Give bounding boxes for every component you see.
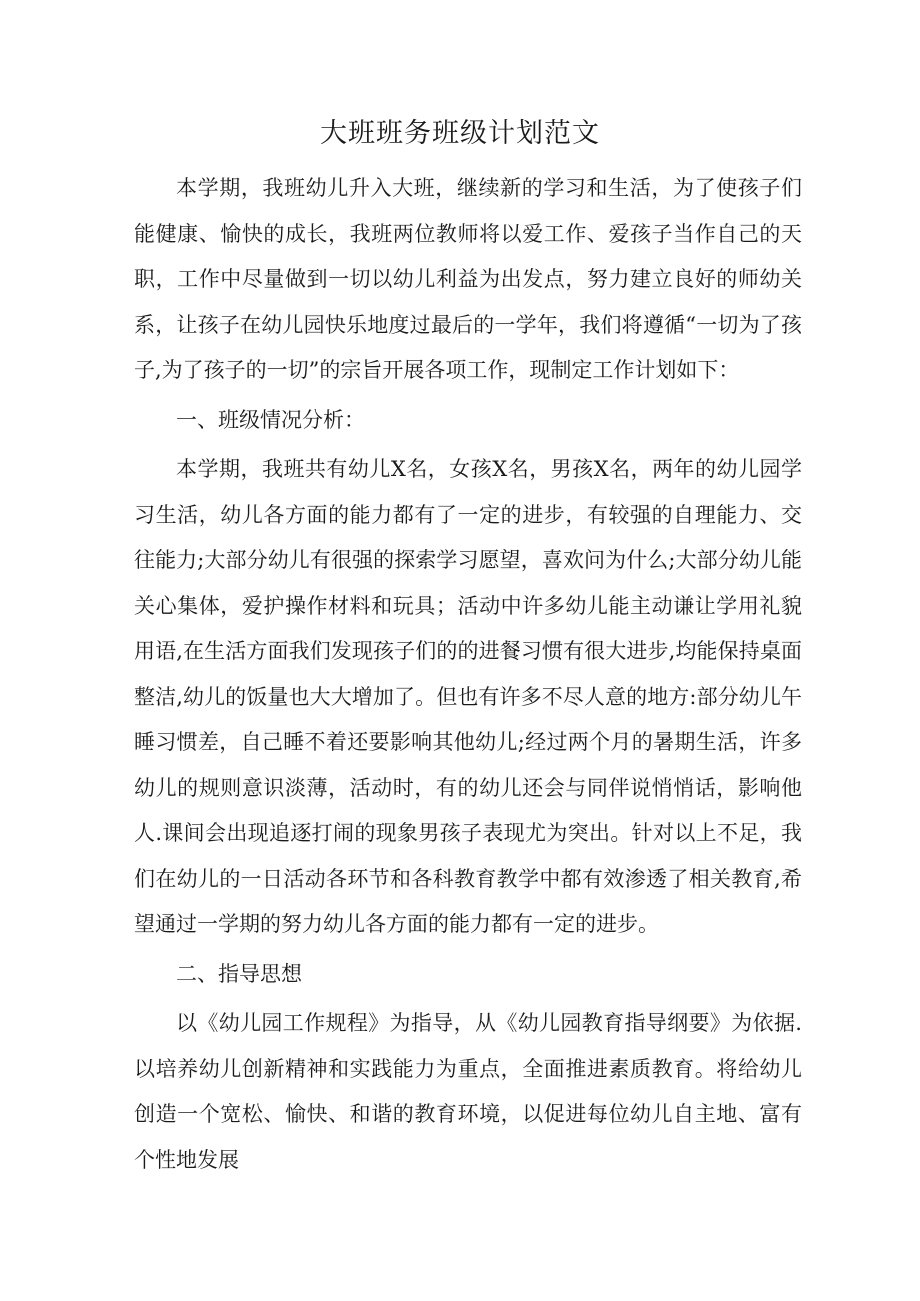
intro-paragraph: 本学期，我班幼儿升入大班，继续新的学习和生活，为了使孩子们能健康、愉快的成长，我班两位教师将以爱工作、爱孩子当作自己的天职，工作中尽量做到一切以幼儿利益为出发点，努力建立良好的师幼关系，让孩子在幼儿园快乐地度过最后的一学年，我们将遵循“一切为了孩子,为了孩子的一切”的宗旨开展各项工作，现制定工作计划如下： bbox=[134, 176, 802, 382]
section-1-heading: 一、班级情况分析： bbox=[176, 407, 365, 432]
document-body bbox=[134, 166, 802, 1183]
section-2-paragraph: 以《幼儿园工作规程》为指导，从《幼儿园教育指导纲要》为依据.以培养幼儿创新精神和实践能力为重点，全面推进素质教育。将给幼儿创造一个宽松、愉快、和谐的教育环境，以促进每位幼儿自主地、富有个性地发展 bbox=[134, 1011, 802, 1172]
section-2-heading: 二、指导思想 bbox=[176, 961, 302, 986]
document-title: 大班班务班级计划范文 bbox=[320, 118, 600, 149]
section-1-paragraph: 本学期，我班共有幼儿X名，女孩X名，男孩X名，两年的幼儿园学习生活，幼儿各方面的能力都有了一定的进步，有较强的自理能力、交往能力;大部分幼儿有很强的探索学习愿望，喜欢问为什么;大部分幼儿能关心集体，爱护操作材料和玩具；活动中许多幼儿能主动谦让学用礼貌用语,在生活方面我们发现孩子们的的进餐习惯有很大进步,均能保持桌面整洁,幼儿的饭量也大大增加了。但也有许多不尽人意的地方:部分幼儿午睡习惯差，自己睡不着还要影响其他幼儿;经过两个月的暑期生活，许多幼儿的规则意识淡薄，活动时，有的幼儿还会与同伴说悄悄话，影响他人.课间会出现追逐打闹的现象男孩子表现尤为突出。针对以上不足，我们在幼儿的一日活动各环节和各科教育教学中都有效渗透了相关教育,希望通过一学期的努力幼儿各方面的能力都有一定的进步。 bbox=[134, 457, 802, 936]
